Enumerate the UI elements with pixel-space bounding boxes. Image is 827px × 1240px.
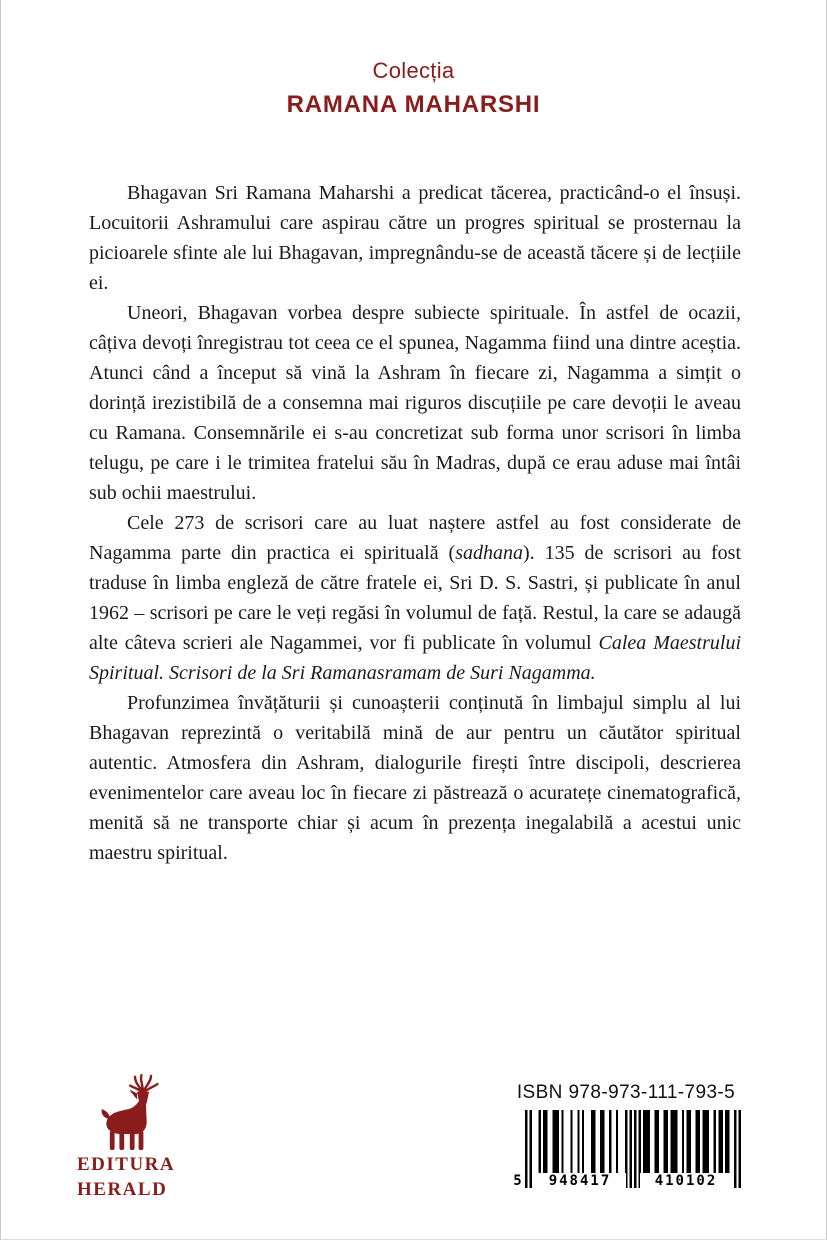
barcode-digit-group-1: 948417	[534, 1173, 626, 1189]
paragraph-3	[89, 508, 741, 688]
collection-label: Colecția	[372, 58, 455, 83]
text-segment-italic: Calea Maestrului Spiritual. Scrisori de la Sri Ramanasramam de Suri Nagamma.	[89, 632, 741, 684]
publisher-name-line2: HERALD	[77, 1179, 168, 1200]
publisher-name-line1: EDITURA	[77, 1154, 176, 1175]
text-segment: Profunzimea învățăturii și cunoașterii conținută în limbajul simplu al lui Bhagavan reprezintă o veritabilă mină de aur pentru un căutător spiritual autentic. Atmosfera din Ashram, dialogurile firești între discipoli, descrierea evenimentelor care aveau loc în fiecare zi păstrează o acuratețe cinematografică, menită să ne transporte chiar și acum în prezența inegalabilă a acestui unic maestru spiritual.	[89, 692, 741, 864]
ean-barcode	[511, 1110, 741, 1188]
text-segment: Cele 273 de scrisori care au luat naștere astfel au fost considerate de Nagamma parte din practica ei spirituală (	[89, 512, 741, 564]
paragraph-1	[89, 178, 741, 298]
collection-header	[1, 58, 826, 119]
collection-name: RAMANA MAHARSHI	[286, 91, 541, 118]
barcode-lead-digit: 5	[513, 1173, 522, 1189]
publisher-block	[77, 1072, 197, 1202]
paragraph-2	[89, 298, 741, 508]
isbn-number: ISBN 978-973-111-793-5	[516, 1082, 736, 1103]
text-segment: Bhagavan Sri Ramana Maharshi a predicat tăcerea, practicând-o el însuși. Locuitorii Ashramului care aspirau către un progres spiritual se prosternau la picioarele sfinte ale lui Bhagavan, impregnându-se de această tăcere și de lecțiile ei.	[89, 182, 741, 294]
text-segment: Uneori, Bhagavan vorbea despre subiecte spirituale. În astfel de ocazii, câțiva devoți înregistrau tot ceea ce el spunea, Nagamma fiind una dintre aceștia. Atunci când a început să vină la Ashram în fiecare zi, Nagamma a simțit o dorință irezistibilă de a consemna mai riguros discuțiile pe care devoții le aveau cu Ramana. Consemnările ei s-au concretizat sub forma unor scrisori în limba telugu, pe care i le trimitea fratelui său în Madras, după ce erau aduse mai întâi sub ochii maestrului.	[89, 302, 741, 504]
text-segment-italic: sadhana	[455, 542, 523, 564]
isbn-block	[506, 1082, 746, 1188]
paragraph-4	[89, 688, 741, 868]
stag-logo-icon	[83, 1072, 171, 1152]
barcode-digit-group-2: 410102	[640, 1173, 732, 1189]
back-cover-text	[89, 178, 741, 868]
text-segment: ). 135 de scrisori au fost traduse în limba engleză de către fratele ei, Sri D. S. Sastri, și publicate în anul 1962 – scrisori pe care le veți regăsi în volumul de față. Restul, la care se adaugă alte câteva scrieri ale Nagammei, vor fi publicate în volumul	[89, 542, 741, 654]
